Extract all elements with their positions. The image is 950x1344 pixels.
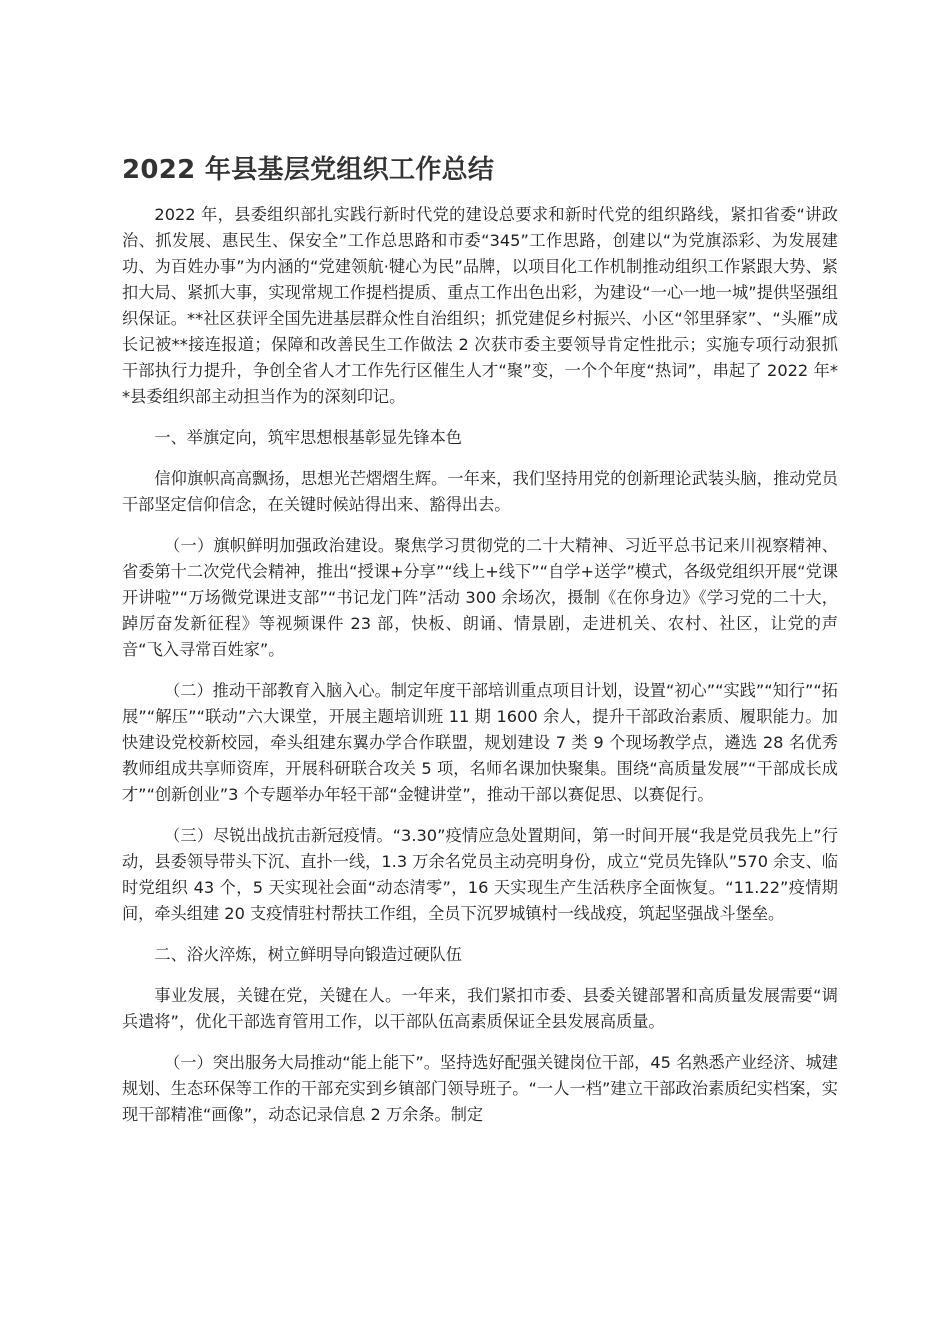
section-2-lead-paragraph: 事业发展，关键在党，关键在人。一年来，我们紧扣市委、县委关键部署和高质量发展需要“调兵遣将”，优化干部选育管用工作，以干部队伍高素质保证全县发展高质量。 — [122, 986, 838, 1031]
document-title: 2022 年县基层党组织工作总结 — [122, 155, 495, 185]
document-page — [122, 150, 838, 1143]
section-2-heading: 二、浴火淬炼，树立鲜明导向锻造过硬队伍 — [154, 945, 462, 964]
section-1-heading: 一、举旗定向，筑牢思想根基彰显先锋本色 — [154, 428, 462, 447]
section-2-item-1-paragraph: （一）突出服务大局推动“能上能下”。坚持选好配强关键岗位干部，45 名熟悉产业经济、城建规划、生态环保等工作的干部充实到乡镇部门领导班子。“一人一档”建立干部政治素质纪实档案，实现干部精准“画像”，动态记录信息 2 万余条。制定 — [122, 1053, 838, 1124]
section-1-item-3-paragraph: （三）尽锐出战抗击新冠疫情。“3.30”疫情应急处置期间，第一时间开展“我是党员我先上”行动，县委领导带头下沉、直扑一线，1.3 万余名党员主动亮明身份，成立“党员先锋队”570 余支、临时党组织 43 个，5 天实现社会面“动态清零”，16 天实现生产生活秩序全面恢复。“11.22”疫情期间，牵头组建 20 支疫情驻村帮扶工作组，全员下沉罗城镇村一线战疫，筑起坚强战斗堡垒。 — [122, 826, 838, 923]
section-1-lead-paragraph: 信仰旗帜高高飘扬，思想光芒熠熠生辉。一年来，我们坚持用党的创新理论武装头脑，推动党员干部坚定信仰信念，在关键时候站得出来、豁得出去。 — [122, 469, 838, 514]
section-1-item-2-paragraph: （二）推动干部教育入脑入心。制定年度干部培训重点项目计划，设置“初心”“实践”“知行”“拓展”“解压”“联动”六大课堂，开展主题培训班 11 期 1600 余人，提升干部政治素质、履职能力。加快建设党校新校园，牵头组建东翼办学合作联盟，规划建设 7 类 9 个现场教学点，遴选 28 名优秀教师组成共享师资库，开展科研联合攻关 5 项，名师名课加快聚集。围绕“高质量发展”“干部成长成才”“创新创业”3 个专题举办年轻干部“金犍讲堂”，推动干部以赛促思、以赛促行。 — [122, 681, 838, 804]
section-1-item-1-paragraph: （一）旗帜鲜明加强政治建设。聚焦学习贯彻党的二十大精神、习近平总书记来川视察精神、省委第十二次党代会精神，推出“授课+分享”“线上+线下”“自学+送学”模式，各级党组织开展“党课开讲啦”“万场微党课进支部”“书记龙门阵”活动 300 余场次，摄制《在你身边》《学习党的二十大，踔厉奋发新征程》等视频课件 23 部，快板、朗诵、情景剧，走进机关、农村、社区，让党的声音“飞入寻常百姓家”。 — [122, 536, 838, 659]
intro-paragraph: 2022 年，县委组织部扎实践行新时代党的建设总要求和新时代党的组织路线，紧扣省委“讲政治、抓发展、惠民生、保安全”工作总思路和市委“345”工作思路，创建以“为党旗添彩、为发展建功、为百姓办事”为内涵的“党建领航·犍心为民”品牌，以项目化工作机制推动组织工作紧跟大势、紧扣大局、紧抓大事，实现常规工作提档提质、重点工作出色出彩，为建设“一心一地一城”提供坚强组织保证。**社区获评全国先进基层群众性自治组织；抓党建促乡村振兴、小区“邻里驿家”、“头雁”成长记被**接连报道；保障和改善民生工作做法 2 次获市委主要领导肯定性批示；实施专项行动狠抓干部执行力提升，争创全省人才工作先行区催生人才“聚”变，一个个年度“热词”，串起了 2022 年**县委组织部主动担当作为的深刻印记。 — [122, 205, 838, 406]
